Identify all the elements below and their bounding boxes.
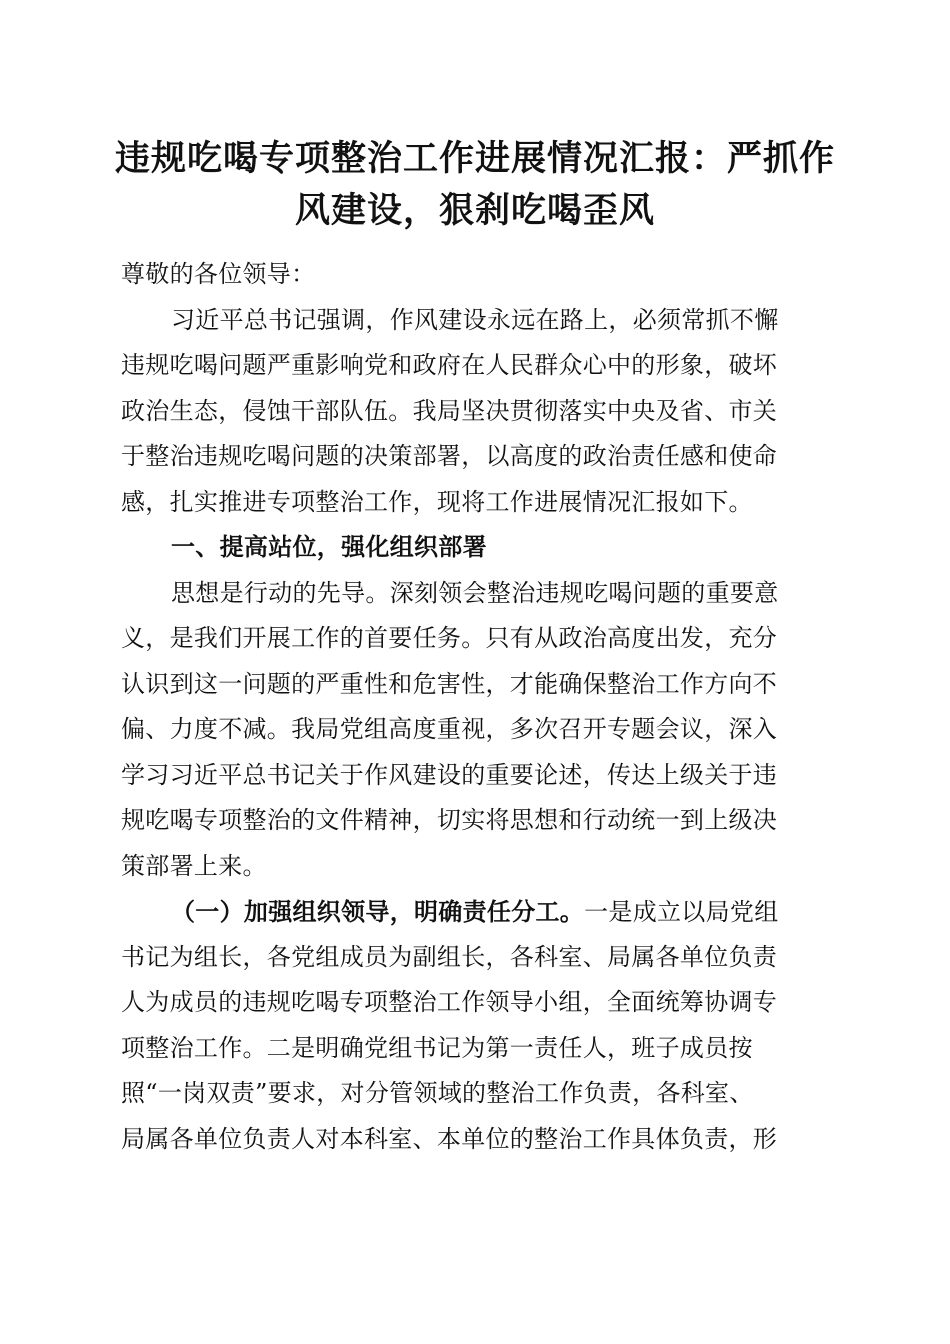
document-body xyxy=(121,252,831,1162)
paragraph-1-line: 违规吃喝问题严重影响党和政府在人民群众心中的形象，破坏 xyxy=(121,351,778,379)
paragraph-2-line: 偏、力度不减。我局党组高度重视，多次召开专题会议，深入 xyxy=(121,715,778,743)
paragraph-2-line: 策部署上来。 xyxy=(121,851,267,880)
paragraph-3-line: 人为成员的违规吃喝专项整治工作领导小组，全面统筹协调专 xyxy=(121,988,778,1016)
salutation: 尊敬的各位领导： xyxy=(121,260,316,288)
paragraph-3-line: 书记为组长，各党组成员为副组长，各科室、局属各单位负责 xyxy=(121,942,778,971)
paragraph-3-line: 照“一岗双责”要求，对分管领域的整治工作负责，各科室、 xyxy=(121,1079,754,1107)
paragraph-1-line: 政治生态，侵蚀干部队伍。我局坚决贯彻落实中央及省、市关 xyxy=(121,396,778,425)
paragraph-3-first-line xyxy=(121,889,831,935)
paragraph-3-line: 局属各单位负责人对本科室、本单位的整治工作具体负责，形 xyxy=(121,1124,778,1153)
title-line-1: 违规吃喝专项整治工作进展情况汇报：严抓作 xyxy=(114,138,835,179)
paragraph-3-text: 一是成立以局党组 xyxy=(584,898,779,926)
title-line-2: 风建设，狠刹吃喝歪风 xyxy=(294,190,655,231)
paragraph-2-line: 学习习近平总书记关于作风建设的重要论述，传达上级关于违 xyxy=(121,760,778,789)
subsection-heading-1: （一）加强组织领导，明确责任分工。 xyxy=(171,897,585,926)
paragraph-2-line: 义，是我们开展工作的首要任务。只有从政治高度出发，充分 xyxy=(121,624,778,652)
paragraph-2-line: 思想是行动的先导。深刻领会整治违规吃喝问题的重要意 xyxy=(171,578,779,607)
paragraph-1-line: 于整治违规吃喝问题的决策部署，以高度的政治责任感和使命 xyxy=(121,442,778,470)
paragraph-1-line: 习近平总书记强调，作风建设永远在路上，必须常抓不懈 xyxy=(171,305,779,334)
document-title xyxy=(110,133,840,237)
section-heading-1: 一、提高站位，强化组织部署 xyxy=(171,533,487,561)
paragraph-3-line: 项整治工作。二是明确党组书记为第一责任人，班子成员按 xyxy=(121,1033,753,1062)
paragraph-2-line: 规吃喝专项整治的文件精神，切实将思想和行动统一到上级决 xyxy=(121,806,778,834)
paragraph-2-line: 认识到这一问题的严重性和危害性，才能确保整治工作方向不 xyxy=(121,669,778,698)
paragraph-1-line: 感，扎实推进专项整治工作，现将工作进展情况汇报如下。 xyxy=(121,487,753,516)
